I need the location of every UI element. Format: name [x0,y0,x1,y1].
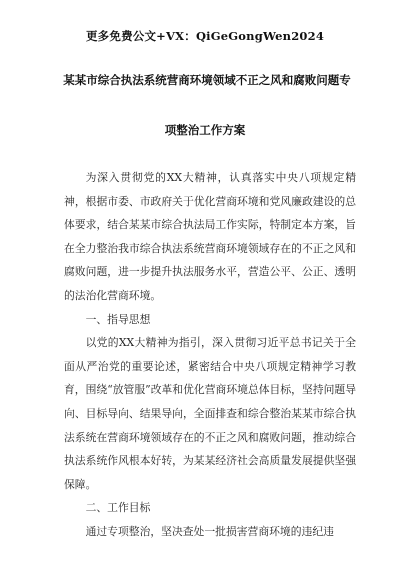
section-heading-guiding-thought: 一、指导思想 [85,312,151,326]
document-body [64,166,356,544]
work-goals-paragraph: 通过专项整治，坚决查处一批损害营商环境的违纪违 [85,524,334,538]
document-title-line-1: 某某市综合执法系统营商环境领域不正之风和腐败问题专 [63,73,351,87]
guiding-thought-paragraph: 以党的XX大精神为指引，深入贯彻习近平总书记关于全面从严治党的重要论述，紧密结合中央八项规定精神学习教育，围绕“放管服”改革和优化营商环境总体目标，坚持问题导向、目标导向、结果导向，全面排查和综合整治某某市综合执法系统在营商环境领域存在的不正之风和腐败问题，推动综合执法系统作风根本好转，为某某经济社会高质量发展提供坚强保障。 [64,336,356,491]
document-title-line-2: 项整治工作方案 [164,123,246,137]
intro-paragraph: 为深入贯彻党的XX大精神，认真落实中央八项规定精神，根据市委、市政府关于优化营商环境和党风廉政建设的总体要求，结合某某市综合执法局工作实际，特制定本方案，旨在全力整治我市综合执法系统营商环境领域存在的不正之风和腐败问题，进一步提升执法服务水平，营造公平、公正、透明的法治化营商环境。 [64,171,356,302]
promo-header: 更多免费公文+VX：QiGeGongWen2024 [85,29,325,43]
section-heading-work-goals: 二、工作目标 [85,501,151,515]
